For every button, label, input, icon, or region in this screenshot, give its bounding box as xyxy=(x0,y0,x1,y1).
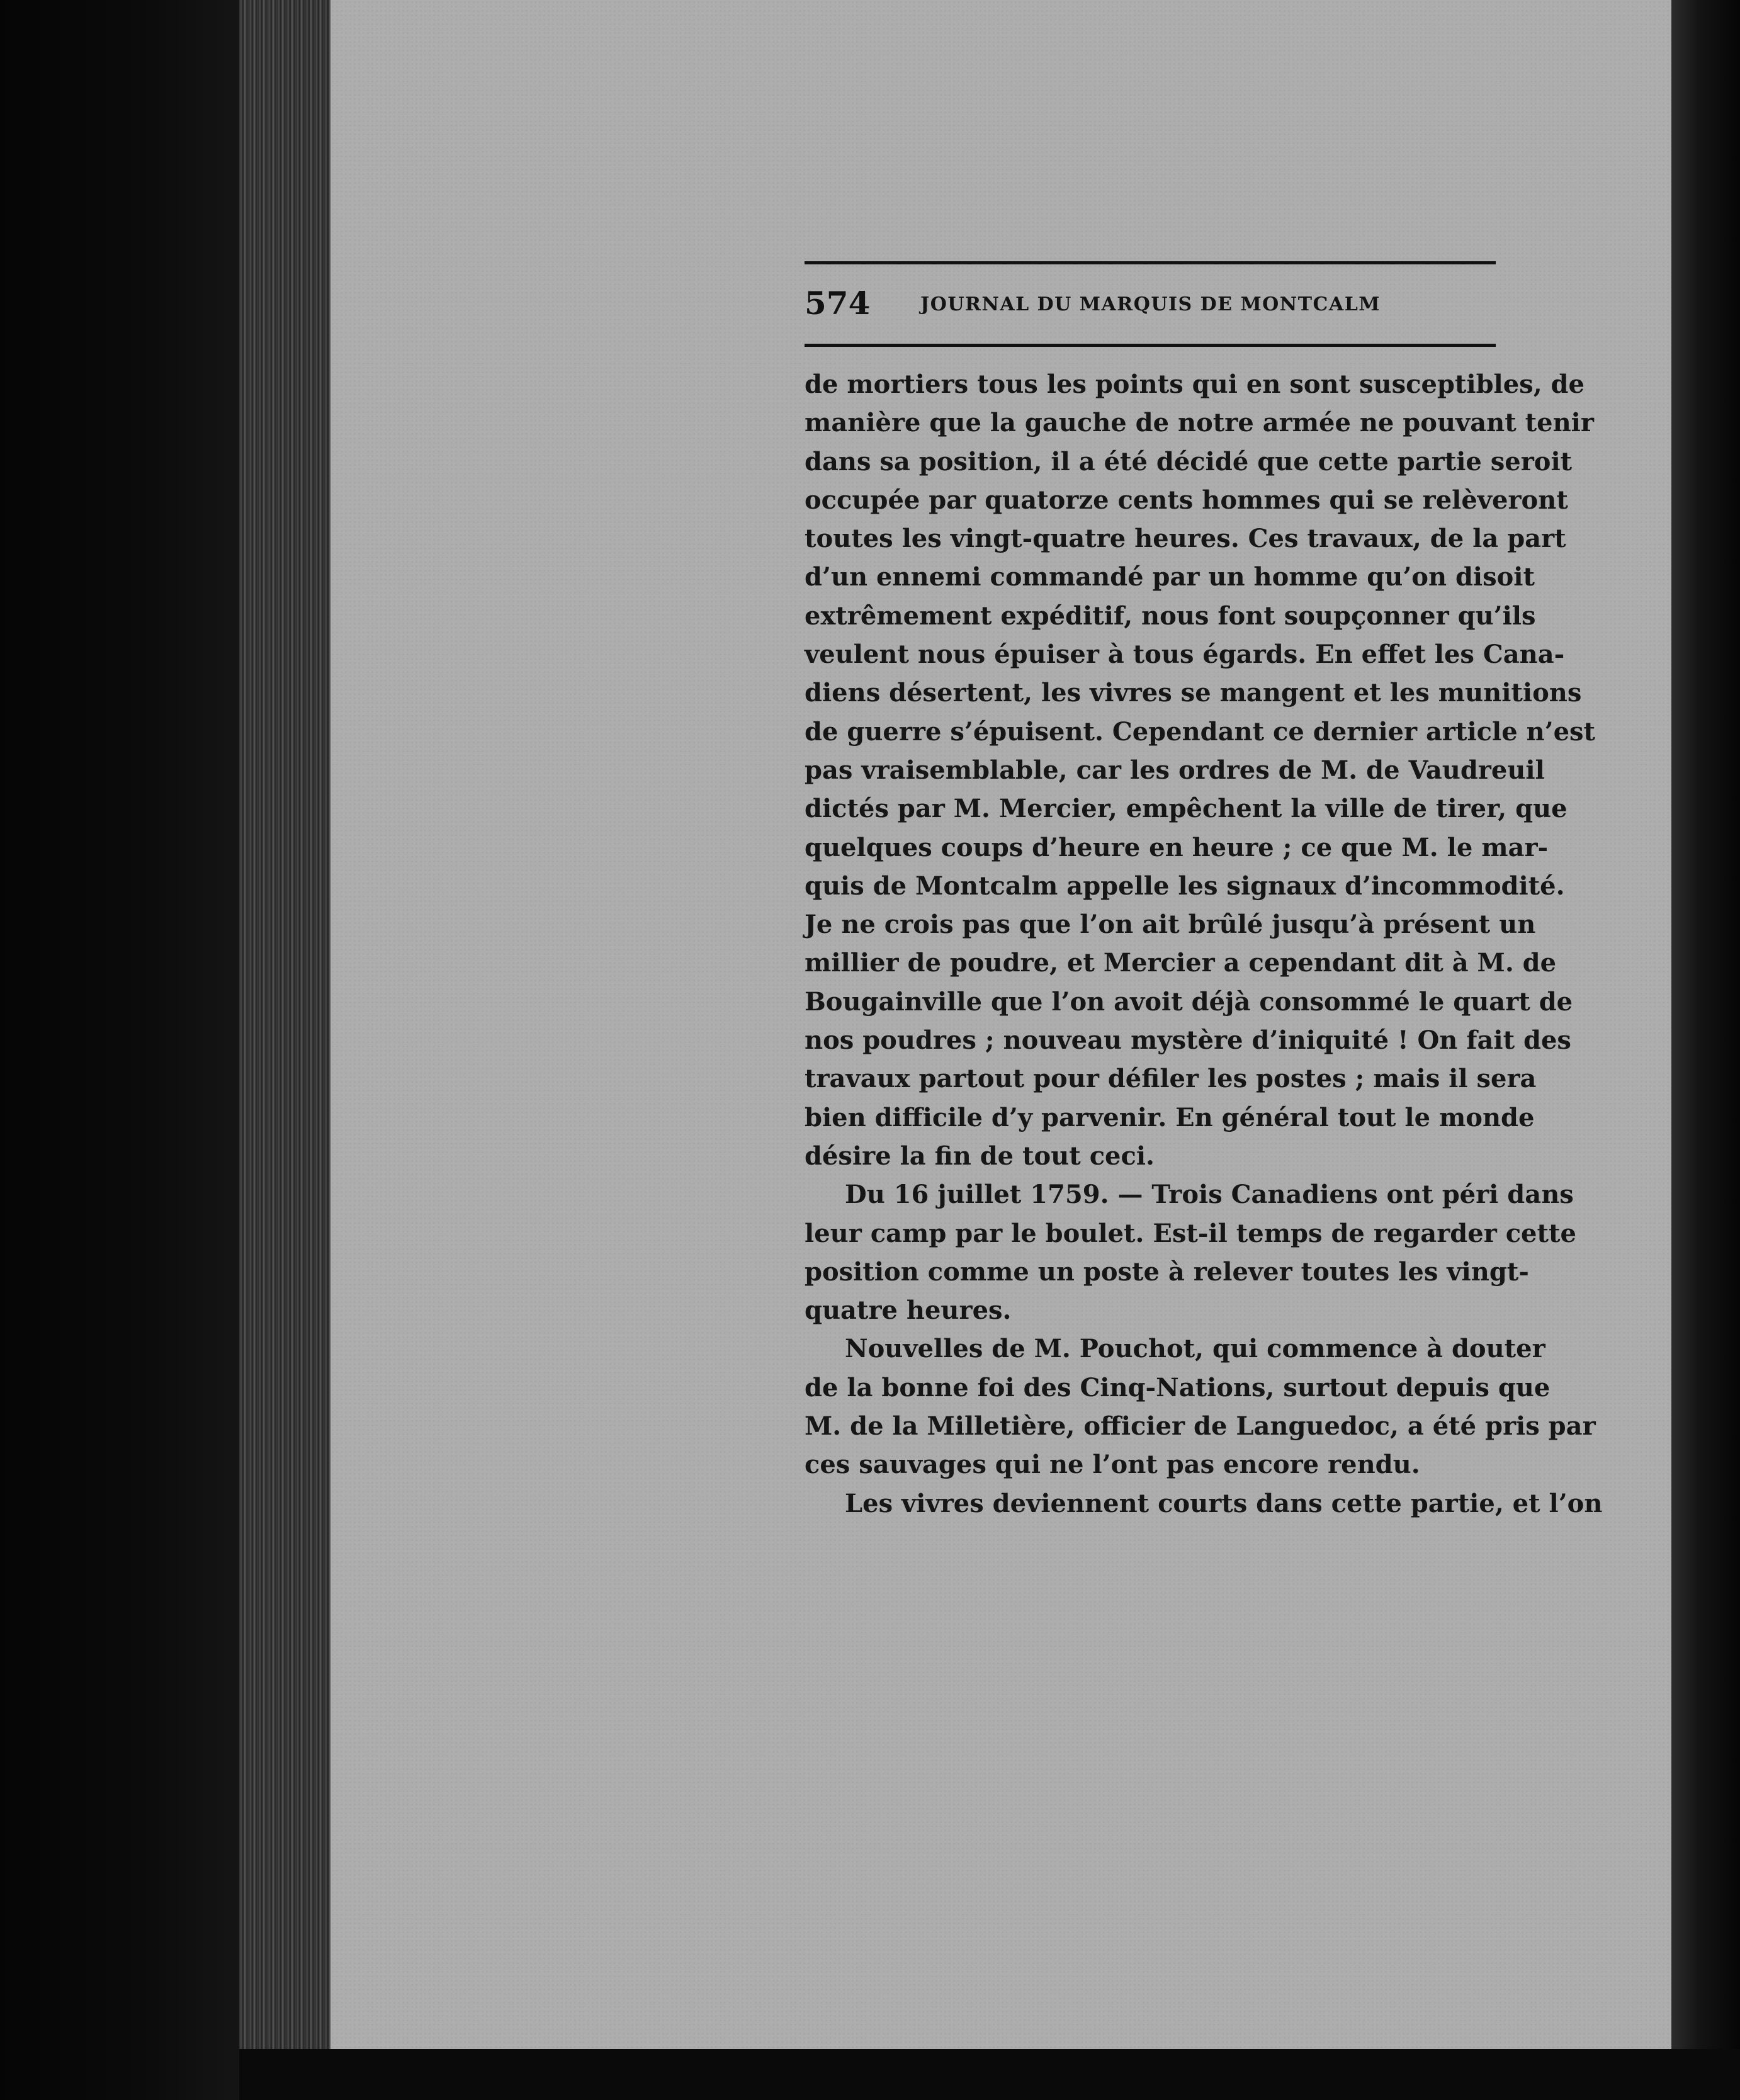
text-line: veulent nous épuiser à tous égards. En effet les Cana- xyxy=(805,640,1565,670)
text-line: pas vraisemblable, car les ordres de M. de Vaudreuil xyxy=(805,755,1545,785)
text-line: travaux partout pour défiler les postes ; mais il sera xyxy=(805,1064,1537,1094)
text-line: de guerre s’épuisent. Cependant ce dernier article n’est xyxy=(805,716,1596,747)
right-scan-border xyxy=(1671,0,1740,2100)
text-line: occupée par quatorze cents hommes qui se relèveront xyxy=(805,485,1568,515)
text-line: M. de la Milletière, officier de Languedoc, a été pris par xyxy=(805,1411,1596,1442)
page-number: 574 xyxy=(805,285,871,322)
text-line: Bougainville que l’on avoit déjà consommé le quart de xyxy=(805,986,1573,1017)
text-line: Du 16 juillet 1759. — Trois Canadiens ont péri dans xyxy=(845,1180,1574,1210)
text-line: toutes les vingt-quatre heures. Ces travaux, de la part xyxy=(805,524,1566,554)
text-line: ces sauvages qui ne l’ont pas encore rendu. xyxy=(805,1450,1420,1480)
text-line: Nouvelles de M. Pouchot, qui commence à douter xyxy=(845,1334,1545,1364)
text-line: Je ne crois pas que l’on ait brûlé jusqu’à présent un xyxy=(805,910,1536,940)
text-line: quis de Montcalm appelle les signaux d’incommodité. xyxy=(805,871,1565,901)
page-edges-strip xyxy=(239,0,334,2052)
text-line: d’un ennemi commandé par un homme qu’on disoit xyxy=(805,562,1535,592)
text-line: millier de poudre, et Mercier a cependant dit à M. de xyxy=(805,948,1557,978)
text-line: position comme un poste à relever toutes les vingt- xyxy=(805,1256,1529,1287)
text-line: nos poudres ; nouveau mystère d’iniquité ! On fait des xyxy=(805,1025,1571,1056)
text-line: extrêmement expéditif, nous font soupçonner qu’ils xyxy=(805,601,1536,631)
text-line: désire la fin de tout ceci. xyxy=(805,1141,1155,1171)
text-line: dictés par M. Mercier, empêchent la ville de tirer, que xyxy=(805,794,1568,824)
book-binding-gutter xyxy=(0,0,239,2100)
text-line: leur camp par le boulet. Est-il temps de regarder cette xyxy=(805,1218,1576,1248)
header-rule-bottom xyxy=(805,344,1496,347)
text-line: manière que la gauche de notre armée ne pouvant tenir xyxy=(805,408,1594,438)
text-line: Les vivres deviennent courts dans cette partie, et l’on xyxy=(845,1488,1603,1518)
bottom-scan-border xyxy=(239,2049,1740,2100)
body-text xyxy=(805,365,1603,1523)
text-line: de mortiers tous les points qui en sont susceptibles, de xyxy=(805,370,1585,399)
header-rule-top xyxy=(805,261,1496,264)
text-line: dans sa position, il a été décidé que cette partie seroit xyxy=(805,446,1573,477)
text-line: quelques coups d’heure en heure ; ce que M. le mar- xyxy=(805,832,1549,862)
text-line: bien difficile d’y parvenir. En général tout le monde xyxy=(805,1102,1535,1132)
text-line: diens désertent, les vivres se mangent et les munitions xyxy=(805,678,1582,708)
text-line: quatre heures. xyxy=(805,1296,1012,1326)
text-line: de la bonne foi des Cinq-Nations, surtout depuis que xyxy=(805,1372,1551,1403)
running-title: JOURNAL DU MARQUIS DE MONTCALM xyxy=(920,293,1381,315)
